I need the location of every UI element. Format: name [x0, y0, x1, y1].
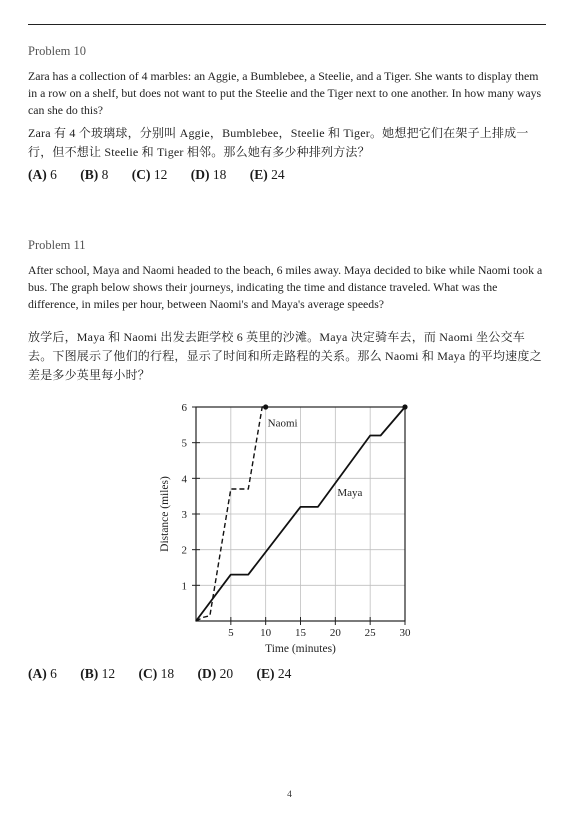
tick-label-x: 5 [228, 627, 234, 639]
problem-11-text-zh: 放学后，Maya 和 Naomi 出发去距学校 6 英里的沙滩。Maya 决定骑车去，而 Naomi 坐公交车去。下图展示了他们的行程，显示了时间和所走路程的关系。那么 Naomi 和 Maya 的平均速度之差是多少英里每小时？ [28, 330, 542, 382]
choice-e: (E) 24 [256, 666, 292, 681]
problem-10-text-en: Zara has a collection of 4 marbles: an Aggie, a Bumblebee, a Steelie, and a Tiger. She wants to display them in a row on a shelf, but does not want to put the Steelie and the Tiger next to one another. In how many ways can she do this? [28, 69, 542, 117]
endpoint-maya [402, 404, 407, 409]
chart-axes [192, 407, 405, 625]
tick-label-x: 15 [295, 627, 306, 639]
series-label-maya: Maya [337, 487, 363, 500]
tick-label-y: 5 [181, 437, 187, 450]
tick-label-x: 20 [329, 627, 341, 639]
choice-c: (C) 18 [138, 666, 175, 681]
choice-a: (A) 6 [28, 666, 57, 681]
tick-label-y: 2 [181, 544, 187, 557]
tick-label-x: 30 [399, 627, 411, 639]
problem-10-text-zh: Zara 有 4 个玻璃球，分别叫 Aggie，Bumblebee，Steelie 和 Tiger。她想把它们在架子上排成一行，但不想让 Steelie 和 Tiger 相邻。那么她有多少种排列方法？ [28, 126, 529, 159]
choice-c: (C) 12 [131, 167, 168, 182]
tick-label-x: 25 [364, 627, 376, 639]
problem-10-title: Problem 10 [28, 44, 86, 58]
problem-11-choices [28, 666, 546, 682]
choice-b: (B) 8 [80, 167, 109, 182]
chart-series [196, 404, 408, 621]
choice-b: (B) 12 [80, 666, 116, 681]
choice-d: (D) 18 [190, 167, 227, 182]
choice-a: (A) 6 [28, 167, 57, 182]
top-rule [28, 24, 546, 25]
problem-11-text-en: After school, Maya and Naomi headed to the beach, 6 miles away. Maya decided to bike while Naomi took a bus. The graph below shows their journeys, indicating the time and distance traveled. What was the difference, in miles per hour, between Naomi's and Maya's average speeds? [28, 263, 543, 311]
chart-grid [196, 407, 405, 621]
x-axis-label: Time (minutes) [265, 643, 336, 655]
tick-label-y: 6 [181, 402, 187, 414]
problem-11-title: Problem 11 [28, 238, 86, 252]
problem-10-choices [28, 167, 546, 183]
page-number: 4 [287, 790, 292, 800]
y-axis-label: Distance (miles) [159, 476, 171, 552]
tick-label-y: 1 [181, 580, 187, 593]
chart-svg [150, 394, 430, 660]
tick-label-y: 4 [181, 473, 187, 486]
distance-time-chart [150, 394, 430, 660]
series-label-naomi: Naomi [267, 417, 298, 430]
endpoint-naomi [263, 404, 268, 409]
tick-label-y: 3 [181, 509, 187, 521]
tick-label-x: 10 [260, 627, 272, 639]
choice-d: (D) 20 [197, 666, 234, 681]
chart-labels [159, 402, 411, 655]
choice-e: (E) 24 [249, 167, 285, 182]
